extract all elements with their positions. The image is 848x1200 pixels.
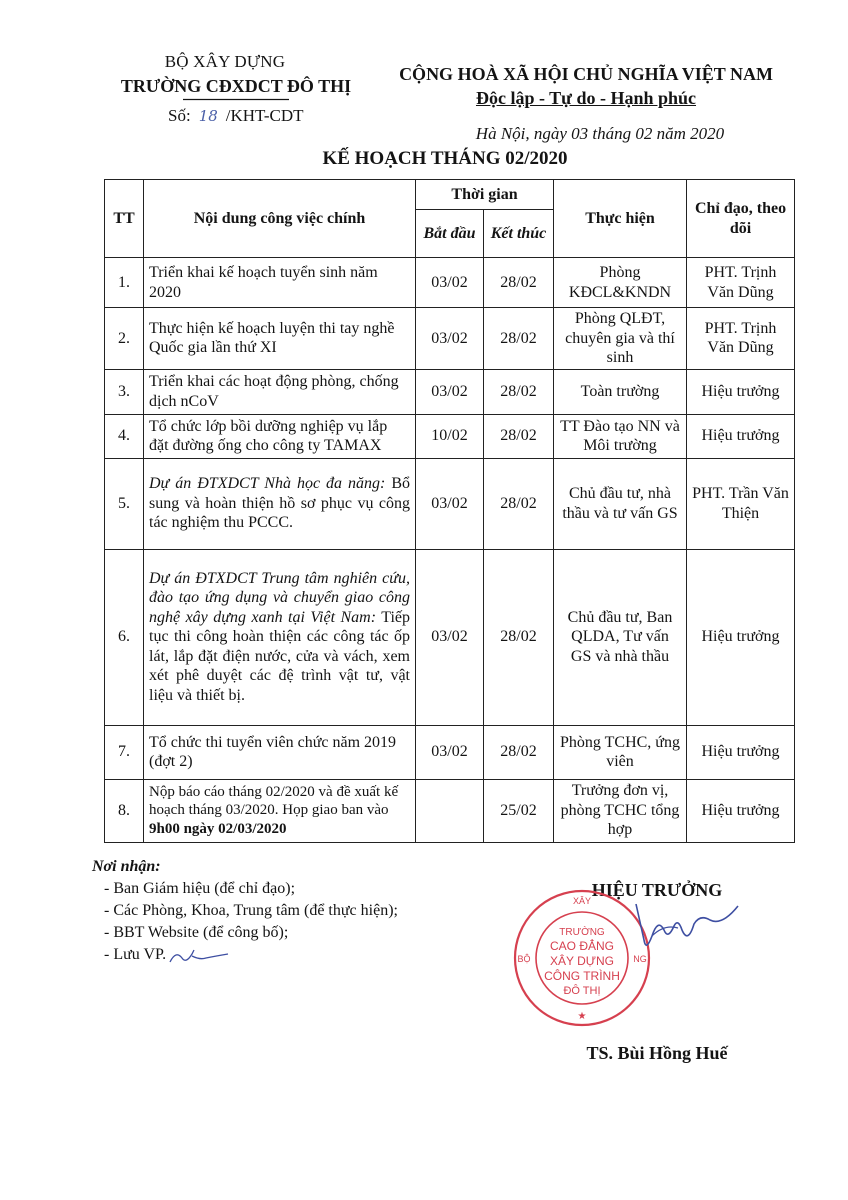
row-start: 03/02 (416, 725, 484, 779)
doc-number-suffix: /KHT-CDT (225, 106, 304, 125)
signer-name: TS. Bùi Hồng Huế (586, 1043, 728, 1063)
doc-number-handwritten: 18 (198, 107, 218, 125)
motto: Độc lập - Tự do - Hạnh phúc (475, 88, 697, 108)
row-tt: 7. (105, 725, 144, 779)
row-content-text: Nộp báo cáo tháng 02/2020 và đề xuất kế hoạch tháng 03/2020. Họp giao ban vào (149, 784, 399, 819)
table-row (105, 308, 795, 370)
stamp-line: ĐÔ THỊ (563, 985, 601, 997)
signature-scribble (622, 896, 742, 966)
plan-table (104, 179, 795, 843)
row-executor: Toàn trường (554, 369, 687, 414)
row-tt: 2. (105, 308, 144, 370)
header-executor: Thực hiện (554, 180, 687, 258)
stamp-line: CAO ĐẲNG (549, 939, 615, 953)
nation-title: CỘNG HOÀ XÃ HỘI CHỦ NGHĨA VIỆT NAM (399, 64, 773, 84)
row-content (144, 458, 416, 549)
row-end: 28/02 (484, 414, 554, 458)
doc-number-prefix: Số: (168, 106, 191, 125)
row-tt: 1. (105, 258, 144, 308)
row-content-text: Tiếp tục thi công hoàn thiện các công tác ốp lát, lắp đặt điện nước, cửa và vách, xem xét phê duyệt các đệ trình vật tư, vật liệu và thiết bị. (149, 608, 411, 704)
row-end: 25/02 (484, 779, 554, 842)
row-supervisor: Hiệu trưởng (687, 414, 795, 458)
row-executor: Phòng KĐCL&KNDN (554, 258, 687, 308)
row-executor: TT Đào tạo NN và Môi trường (554, 414, 687, 458)
table-row (105, 258, 795, 308)
header-tt: TT (105, 180, 144, 258)
stamp-line: CÔNG TRÌNH (544, 969, 620, 983)
row-content: Triển khai các hoạt động phòng, chống dịch nCoV (144, 369, 416, 414)
table-row (105, 725, 795, 779)
row-supervisor: Hiệu trưởng (687, 725, 795, 779)
date-line: Hà Nội, ngày 03 tháng 02 năm 2020 (475, 124, 725, 143)
table-row (105, 549, 795, 725)
stamp-line: TRƯỜNG (559, 927, 605, 938)
row-supervisor: PHT. Trịnh Văn Dũng (687, 258, 795, 308)
recipient-item: - Ban Giám hiệu (để chỉ đạo); (104, 880, 296, 897)
row-end: 28/02 (484, 458, 554, 549)
recipient-item: - Các Phòng, Khoa, Trung tâm (để thực hiện); (104, 902, 398, 919)
row-supervisor: Hiệu trưởng (687, 779, 795, 842)
row-executor: Chủ đầu tư, Ban QLDA, Tư vấn GS và nhà thầu (554, 549, 687, 725)
row-content: Tổ chức lớp bồi dưỡng nghiệp vụ lắp đặt đường ống cho công ty TAMAX (144, 414, 416, 458)
row-start: 03/02 (416, 458, 484, 549)
row-meeting-time: 9h00 ngày 02/03/2020 (149, 820, 287, 837)
row-supervisor: Hiệu trưởng (687, 369, 795, 414)
row-end: 28/02 (484, 549, 554, 725)
page-title: KẾ HOẠCH THÁNG 02/2020 (322, 148, 568, 169)
row-executor: Phòng TCHC, ứng viên (554, 725, 687, 779)
row-tt: 3. (105, 369, 144, 414)
row-start (416, 779, 484, 842)
school-name-text: TRƯỜNG CĐXDCT ĐÔ THỊ (120, 76, 352, 96)
recipients-title: Nơi nhận: (92, 858, 161, 875)
recipient-item: - Lưu VP. (104, 946, 167, 963)
row-end: 28/02 (484, 308, 554, 370)
row-supervisor: PHT. Trần Văn Thiện (687, 458, 795, 549)
header-start: Bắt đầu (416, 210, 484, 258)
header-supervisor: Chỉ đạo, theo dõi (687, 180, 795, 258)
row-executor: Trưởng đơn vị, phòng TCHC tổng hợp (554, 779, 687, 842)
table-header-row (105, 180, 795, 210)
row-tt: 6. (105, 549, 144, 725)
table-row (105, 458, 795, 549)
school-underline (183, 98, 289, 101)
row-end: 28/02 (484, 369, 554, 414)
table-row (105, 369, 795, 414)
row-content (144, 549, 416, 725)
row-start: 03/02 (416, 308, 484, 370)
row-end: 28/02 (484, 258, 554, 308)
header-time: Thời gian (416, 180, 554, 210)
row-tt: 8. (105, 779, 144, 842)
ministry-name: BỘ XÂY DỰNG (164, 52, 286, 71)
header-end: Kết thúc (484, 210, 554, 258)
initials-scribble (166, 946, 232, 968)
header-content: Nội dung công việc chính (144, 180, 416, 258)
row-project-name: Dự án ĐTXDCT Trung tâm nghiên cứu, đào tạo ứng dụng và chuyển giao công nghệ xây dựng xanh tại Việt Nam: (149, 569, 410, 626)
row-project-name: Dự án ĐTXDCT Nhà học đa năng: (149, 475, 386, 493)
stamp-top-text: XÂY (572, 896, 592, 906)
row-tt: 5. (105, 458, 144, 549)
row-start: 03/02 (416, 369, 484, 414)
school-name (108, 76, 364, 97)
row-start: 03/02 (416, 549, 484, 725)
row-tt: 4. (105, 414, 144, 458)
table-row (105, 779, 795, 842)
signer-role: HIỆU TRƯỞNG (591, 880, 723, 900)
row-supervisor: Hiệu trưởng (687, 549, 795, 725)
row-content (144, 779, 416, 842)
table-row (105, 414, 795, 458)
row-supervisor: PHT. Trịnh Văn Dũng (687, 308, 795, 370)
row-executor: Chủ đầu tư, nhà thầu và tư vấn GS (554, 458, 687, 549)
row-content-text: Bổ sung và hoàn thiện hồ sơ phục vụ công tác nghiệm thu PCCC. (149, 475, 410, 532)
row-start: 03/02 (416, 258, 484, 308)
row-content: Triển khai kế hoạch tuyển sinh năm 2020 (144, 258, 416, 308)
document-number (168, 106, 304, 126)
row-content: Tổ chức thi tuyển viên chức năm 2019 (đợt 2) (144, 725, 416, 779)
row-end: 28/02 (484, 725, 554, 779)
row-executor: Phòng QLĐT, chuyên gia và thí sinh (554, 308, 687, 370)
stamp-left-text: BỘ (517, 954, 531, 964)
row-content: Thực hiện kế hoạch luyện thi tay nghề Quốc gia lần thứ XI (144, 308, 416, 370)
row-start: 10/02 (416, 414, 484, 458)
stamp-line: XÂY DỰNG (549, 954, 615, 968)
stamp-right-text: NG (633, 954, 647, 964)
stamp-star-icon: ★ (577, 1011, 587, 1022)
recipient-item: - BBT Website (để công bố); (104, 924, 289, 941)
